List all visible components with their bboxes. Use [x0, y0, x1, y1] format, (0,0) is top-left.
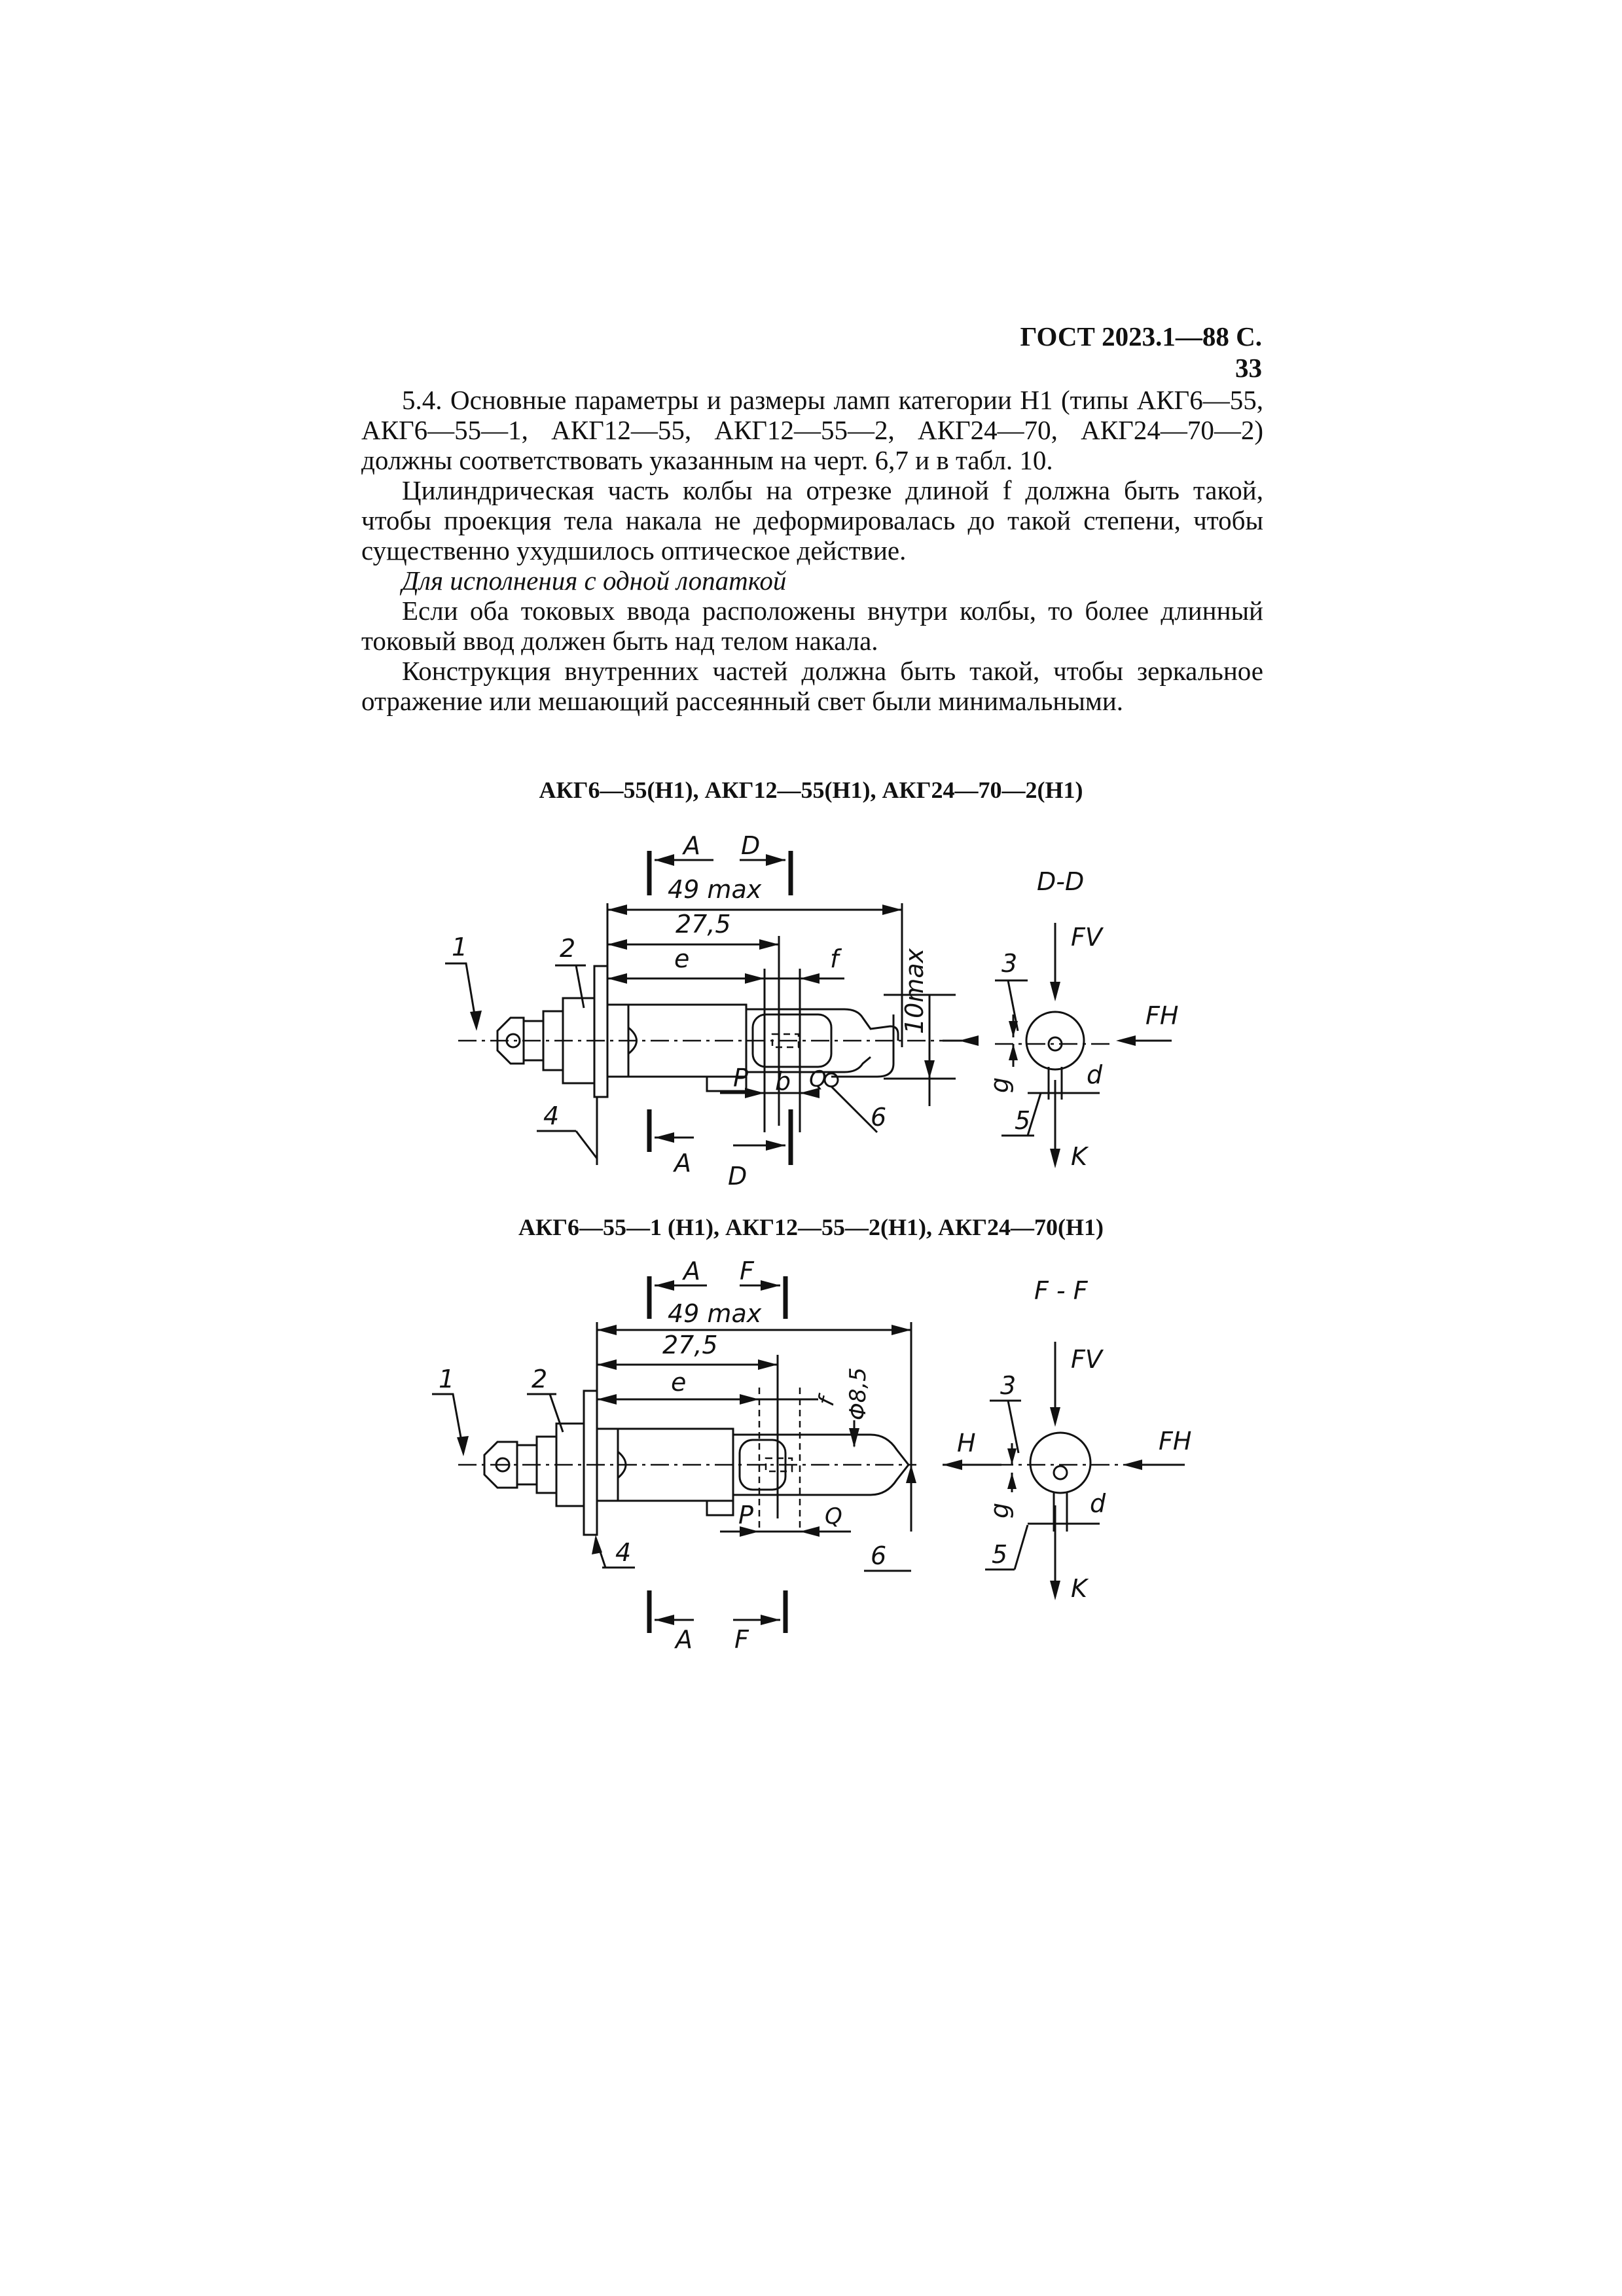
- cut-label-a-bottom: A: [674, 1149, 691, 1177]
- label-p: P: [738, 1501, 753, 1530]
- dim-f: f: [813, 1394, 840, 1409]
- cut-label-d-bottom: D: [728, 1162, 748, 1191]
- section-title-ff: F - F: [1034, 1276, 1088, 1305]
- callout-4: 4: [543, 1102, 560, 1130]
- cut-label-f-bottom: F: [734, 1625, 749, 1654]
- callout-2: 2: [560, 934, 576, 963]
- callout-6: 6: [871, 1103, 887, 1132]
- paragraph-single-blade-heading: Для исполнения с одной лопаткой: [402, 565, 787, 596]
- callout-2: 2: [532, 1365, 548, 1393]
- label-q: Q: [809, 1066, 827, 1092]
- callout-5: 5: [1015, 1106, 1031, 1135]
- dim-49max: 49 max: [668, 1299, 762, 1328]
- label-g: g: [985, 1077, 1014, 1093]
- label-q: Q: [825, 1503, 842, 1530]
- force-fv: FV: [1071, 1345, 1102, 1374]
- paragraph-current-leads: Если оба токовых ввода расположены внутри колбы, то более длинный токовый ввод должен быть над телом накала.: [361, 596, 1263, 656]
- label-p: P: [733, 1064, 748, 1092]
- dim-e: e: [671, 1368, 687, 1397]
- label-h: H: [957, 1429, 976, 1458]
- callout-4: 4: [615, 1538, 632, 1567]
- paragraph-bulb-cylinder: Цилиндрическая часть колбы на отрезке длиной f должна быть такой, чтобы проекция тела накала не деформировалась до такой степени, чтобы существенно ухудшилось оптическое действие.: [361, 475, 1263, 565]
- dim-49max: 49 max: [668, 875, 762, 904]
- force-k: K: [1071, 1142, 1087, 1171]
- force-k: K: [1071, 1574, 1087, 1603]
- paragraph-internal-parts: Конструкция внутренних частей должна быть такой, чтобы зеркальное отражение или мешающий рассеянный свет были минимальными.: [361, 656, 1263, 716]
- dim-e: e: [674, 944, 690, 973]
- force-fh: FH: [1145, 1001, 1179, 1030]
- figure-2-caption: АКГ6—55—1 (Н1), АКГ12—55—2(Н1), АКГ24—70(Н1): [518, 1214, 1104, 1240]
- dim-10max: 10max: [900, 948, 929, 1034]
- dim-27-5: 27,5: [676, 910, 731, 939]
- figure-1-caption: АКГ6—55(Н1), АКГ12—55(Н1), АКГ24—70—2(Н1): [539, 777, 1083, 803]
- cut-label-a-top: A: [683, 831, 700, 860]
- cut-label-a-top: A: [683, 1257, 700, 1285]
- callout-1: 1: [452, 933, 468, 961]
- figure-1-drawing: [0, 818, 1622, 1198]
- body-text: [361, 385, 1263, 716]
- callout-3: 3: [1001, 949, 1018, 978]
- label-g: g: [985, 1502, 1014, 1518]
- cut-label-a-bottom: A: [676, 1625, 693, 1654]
- callout-6: 6: [871, 1541, 887, 1570]
- figure-2-drawing: [0, 1257, 1622, 1654]
- callout-1: 1: [439, 1365, 455, 1393]
- dim-27-5: 27,5: [662, 1331, 718, 1359]
- callout-5: 5: [992, 1540, 1008, 1569]
- paragraph-5-4: 5.4. Основные параметры и размеры ламп категории Н1 (типы АКГ6—55, АКГ6—55—1, АКГ12—55, АКГ12—55—2, АКГ24—70, АКГ24—70—2) должны соответствовать указанным на черт. 6,7 и в табл. 10.: [361, 385, 1263, 475]
- force-fh: FH: [1159, 1427, 1192, 1456]
- label-d: d: [1087, 1060, 1103, 1089]
- cut-label-d-top: D: [741, 831, 761, 860]
- label-d: d: [1090, 1489, 1106, 1518]
- section-title-dd: D-D: [1037, 867, 1085, 896]
- page-header: ГОСТ 2023.1—88 С. 33: [1020, 321, 1262, 383]
- label-b: b: [775, 1067, 791, 1096]
- dim-phi-8-5: Φ8,5: [845, 1367, 871, 1420]
- callout-3: 3: [1000, 1371, 1017, 1400]
- cut-label-f-top: F: [740, 1257, 754, 1285]
- force-fv: FV: [1071, 923, 1102, 952]
- dim-f: f: [830, 944, 839, 973]
